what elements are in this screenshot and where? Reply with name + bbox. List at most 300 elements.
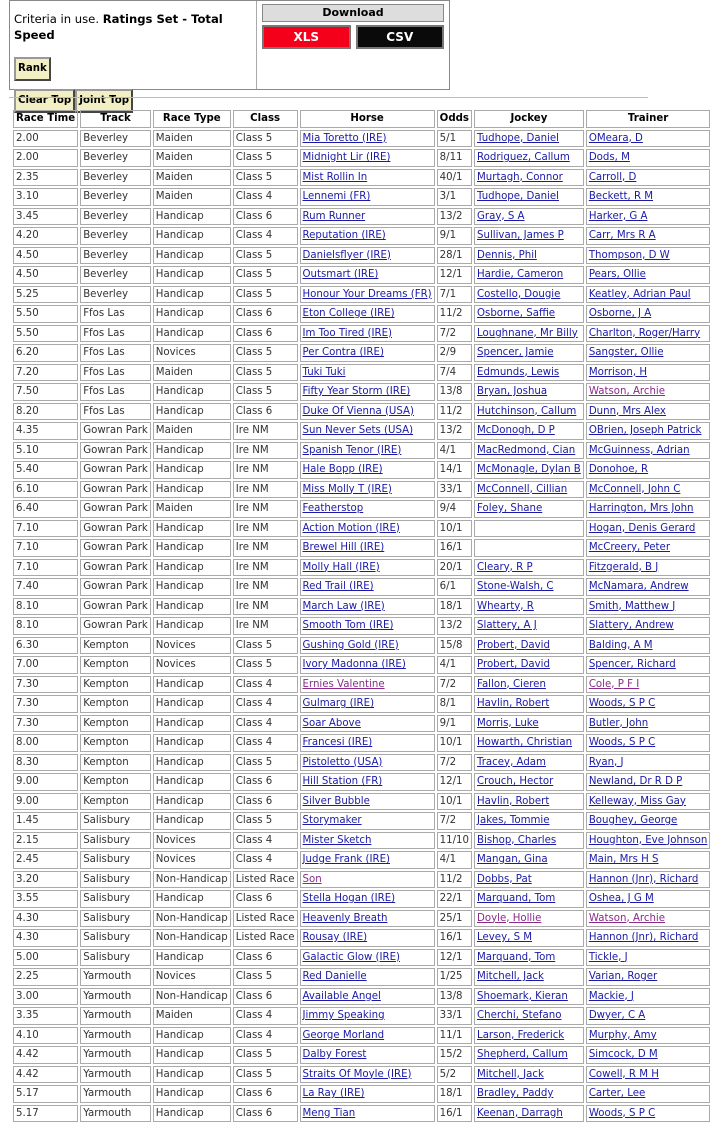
horse-cell <box>300 500 435 518</box>
jockey-link[interactable]: Loughnane, Mr Billy <box>477 327 578 339</box>
race-time-cell: 8.10 <box>13 617 78 635</box>
horse-link[interactable]: Outsmart (IRE) <box>302 269 379 280</box>
jockey-link[interactable]: Gray, S A <box>477 210 525 222</box>
horse-link[interactable]: Duke Of Vienna (USA) <box>302 405 414 417</box>
odds-cell: 5/1 <box>437 130 472 148</box>
horse-link[interactable]: George Morland <box>302 1029 385 1041</box>
criteria-panel <box>9 0 450 106</box>
trainer-cell <box>586 149 711 167</box>
trainer-link[interactable]: Mackie, J <box>588 990 634 1002</box>
jockey-link[interactable]: Morris, Luke <box>477 717 539 729</box>
trainer-link[interactable]: Main, Mrs H S <box>588 854 659 865</box>
jockey-link[interactable]: McDonogh, D P <box>477 425 555 436</box>
table-row <box>13 949 710 967</box>
race-type-cell: Handicap <box>153 1046 231 1064</box>
horse-cell <box>300 227 435 245</box>
trainer-cell <box>586 481 711 499</box>
horse-link[interactable]: Available Angel <box>302 990 381 1002</box>
horse-link[interactable]: Red Trail (IRE) <box>302 581 374 592</box>
table-row <box>13 188 710 206</box>
odds-cell: 10/1 <box>437 793 472 811</box>
xls-download-button[interactable]: XLS <box>262 25 351 49</box>
class-cell: Class 5 <box>233 149 298 167</box>
horse-link[interactable]: Mister Sketch <box>302 834 372 846</box>
horse-link[interactable]: Judge Frank (IRE) <box>302 854 391 865</box>
horse-link[interactable]: Danielsflyer (IRE) <box>302 249 391 261</box>
jockey-link[interactable]: McMonagle, Dylan B <box>477 464 581 475</box>
horse-link[interactable]: Brewel Hill (IRE) <box>302 542 385 553</box>
jockey-link[interactable]: Shoemark, Kieran <box>477 990 568 1002</box>
jockey-link[interactable]: Keenan, Darragh <box>477 1107 563 1119</box>
horse-link[interactable]: March Law (IRE) <box>302 600 385 612</box>
trainer-link[interactable]: Keatley, Adrian Paul <box>588 288 691 300</box>
trainer-link[interactable]: Boughey, George <box>588 815 678 826</box>
horse-link[interactable]: Featherstop <box>302 503 364 514</box>
trainer-link[interactable]: Hannon (Jnr), Richard <box>588 873 699 885</box>
trainer-cell <box>586 988 711 1006</box>
trainer-link[interactable]: Spencer, Richard <box>588 659 676 670</box>
trainer-link[interactable]: Sangster, Ollie <box>588 347 664 358</box>
trainer-link[interactable]: Dods, M <box>588 152 630 163</box>
trainer-link[interactable]: Charlton, Roger/Harry <box>588 327 701 339</box>
race-type-cell: Handicap <box>153 695 231 713</box>
trainer-link[interactable]: Hannon (Jnr), Richard <box>588 932 699 943</box>
download-panel <box>257 1 449 89</box>
trainer-link[interactable]: Ryan, J <box>588 756 624 768</box>
jockey-link[interactable]: Tracey, Adam <box>477 756 546 768</box>
jockey-link[interactable]: Dobbs, Pat <box>477 873 532 885</box>
jockey-cell <box>474 871 584 889</box>
class-cell: Ire NM <box>233 578 298 596</box>
horse-link[interactable]: Smooth Tom (IRE) <box>302 620 394 631</box>
table-body <box>13 130 710 1123</box>
horse-link[interactable]: Miss Molly T (IRE) <box>302 483 392 495</box>
horse-cell <box>300 793 435 811</box>
trainer-cell <box>586 793 711 811</box>
horse-link[interactable]: Heavenly Breath <box>302 912 388 924</box>
track-cell: Beverley <box>80 130 151 148</box>
class-cell: Class 6 <box>233 793 298 811</box>
trainer-cell <box>586 656 711 674</box>
odds-cell: 13/2 <box>437 617 472 635</box>
jockey-link[interactable]: Whearty, R <box>477 600 534 612</box>
odds-cell: 7/2 <box>437 325 472 343</box>
odds-cell: 14/1 <box>437 461 472 479</box>
horse-link[interactable]: Straits Of Moyle (IRE) <box>302 1068 412 1080</box>
trainer-link[interactable]: Osborne, J A <box>588 308 652 319</box>
jockey-link[interactable]: Fallon, Cieren <box>477 678 546 690</box>
jockey-link[interactable]: Tudhope, Daniel <box>477 132 559 144</box>
class-cell: Class 4 <box>233 832 298 850</box>
jockey-link[interactable]: Sullivan, James P <box>477 230 564 241</box>
trainer-link[interactable]: McNamara, Andrew <box>588 581 689 592</box>
trainer-link[interactable]: Balding, A M <box>588 639 653 651</box>
race-type-cell: Handicap <box>153 1105 231 1123</box>
jockey-cell <box>474 1046 584 1064</box>
odds-cell: 10/1 <box>437 520 472 538</box>
trainer-cell <box>586 325 711 343</box>
jockey-link[interactable]: Probert, David <box>477 659 550 670</box>
jockey-link[interactable]: Foley, Shane <box>477 503 543 514</box>
trainer-link[interactable]: Carroll, D <box>588 171 637 183</box>
jockey-link[interactable]: Hardie, Cameron <box>477 269 564 280</box>
trainer-link[interactable]: Watson, Archie <box>588 912 666 924</box>
trainer-cell <box>586 559 711 577</box>
trainer-link[interactable]: Hogan, Denis Gerard <box>588 522 696 534</box>
trainer-cell <box>586 832 711 850</box>
table-row <box>13 481 710 499</box>
horse-link[interactable]: Rousay (IRE) <box>302 932 368 943</box>
odds-cell: 11/2 <box>437 871 472 889</box>
table-row <box>13 539 710 557</box>
jockey-link[interactable]: McConnell, Cillian <box>477 483 568 495</box>
odds-cell: 16/1 <box>437 929 472 947</box>
joint-top-button[interactable]: Joint Top <box>75 89 133 113</box>
jockey-link[interactable]: Bishop, Charles <box>477 834 557 846</box>
race-time-cell: 3.20 <box>13 871 78 889</box>
class-cell: Ire NM <box>233 559 298 577</box>
class-cell: Class 4 <box>233 695 298 713</box>
trainer-link[interactable]: Cowell, R M H <box>588 1068 659 1080</box>
jockey-link[interactable]: Rodriguez, Callum <box>477 152 570 163</box>
jockey-cell <box>474 832 584 850</box>
rank-button[interactable]: Rank <box>14 57 51 81</box>
horse-link[interactable]: Ivory Madonna (IRE) <box>302 659 406 670</box>
jockey-link[interactable]: MacRedmond, Cian <box>477 444 576 456</box>
class-cell: Class 6 <box>233 208 298 226</box>
race-type-cell: Novices <box>153 851 231 869</box>
table-row <box>13 734 710 752</box>
class-cell: Class 5 <box>233 812 298 830</box>
trainer-link[interactable]: Morrison, H <box>588 366 647 378</box>
race-time-cell: 4.30 <box>13 929 78 947</box>
trainer-link[interactable]: Tickle, J <box>588 951 628 963</box>
jockey-cell <box>474 305 584 323</box>
horse-link[interactable]: Action Motion (IRE) <box>302 522 400 534</box>
horse-link[interactable]: Pistoletto (USA) <box>302 756 383 768</box>
horse-link[interactable]: Red Danielle <box>302 971 367 982</box>
horse-link[interactable]: Francesi (IRE) <box>302 737 373 748</box>
class-cell: Ire NM <box>233 539 298 557</box>
odds-cell: 5/2 <box>437 1066 472 1084</box>
jockey-cell <box>474 364 584 382</box>
race-time-cell: 7.30 <box>13 715 78 733</box>
jockey-link[interactable]: Bryan, Joshua <box>477 386 548 397</box>
trainer-cell <box>586 812 711 830</box>
horse-cell <box>300 149 435 167</box>
jockey-link[interactable]: Costello, Dougie <box>477 288 561 300</box>
trainer-link[interactable]: OMeara, D <box>588 132 643 144</box>
jockey-cell <box>474 559 584 577</box>
class-cell: Class 6 <box>233 305 298 323</box>
class-cell: Class 5 <box>233 1066 298 1084</box>
odds-cell: 40/1 <box>437 169 472 187</box>
trainer-link[interactable]: Thompson, D W <box>588 249 670 261</box>
horse-link[interactable]: Im Too Tired (IRE) <box>302 327 393 339</box>
race-type-cell: Maiden <box>153 1007 231 1025</box>
horse-link[interactable]: Hill Station (FR) <box>302 776 383 787</box>
race-time-cell: 7.10 <box>13 520 78 538</box>
jockey-link[interactable]: Havlin, Robert <box>477 795 550 807</box>
trainer-link[interactable]: Woods, S P C <box>588 698 656 709</box>
jockey-link[interactable]: Tudhope, Daniel <box>477 191 559 202</box>
trainer-link[interactable]: Varian, Roger <box>588 971 658 982</box>
track-cell: Salisbury <box>80 890 151 908</box>
race-time-cell: 4.20 <box>13 227 78 245</box>
race-type-cell: Novices <box>153 968 231 986</box>
odds-cell: 13/8 <box>437 988 472 1006</box>
horse-link[interactable]: Reputation (IRE) <box>302 230 386 241</box>
horse-cell <box>300 481 435 499</box>
trainer-cell <box>586 754 711 772</box>
track-cell: Gowran Park <box>80 442 151 460</box>
jockey-link[interactable]: Doyle, Hollie <box>477 912 542 924</box>
trainer-link[interactable]: Beckett, R M <box>588 191 654 202</box>
horse-link[interactable]: Honour Your Dreams (FR) <box>302 288 432 300</box>
race-type-cell: Handicap <box>153 598 231 616</box>
jockey-link[interactable]: Edmunds, Lewis <box>477 366 560 378</box>
jockey-link[interactable]: Osborne, Saffie <box>477 308 556 319</box>
race-time-cell: 8.10 <box>13 598 78 616</box>
trainer-link[interactable]: Dunn, Mrs Alex <box>588 405 666 417</box>
class-cell: Class 5 <box>233 344 298 362</box>
jockey-link[interactable]: Probert, David <box>477 639 550 651</box>
horse-cell <box>300 1085 435 1103</box>
table-row <box>13 910 710 928</box>
table-row <box>13 442 710 460</box>
trainer-link[interactable]: Kelleway, Miss Gay <box>588 795 686 807</box>
trainer-link[interactable]: Watson, Archie <box>588 386 666 397</box>
trainer-link[interactable]: McGuinness, Adrian <box>588 444 690 456</box>
horse-link[interactable]: Jimmy Speaking <box>302 1010 385 1021</box>
jockey-link[interactable]: Shepherd, Callum <box>477 1049 568 1060</box>
horse-link[interactable]: Gulmarg (IRE) <box>302 698 375 709</box>
trainer-cell <box>586 910 711 928</box>
jockey-link[interactable]: Larson, Frederick <box>477 1029 565 1041</box>
race-time-cell: 4.10 <box>13 1027 78 1045</box>
horse-link[interactable]: Son <box>302 873 322 885</box>
race-type-cell: Novices <box>153 344 231 362</box>
horse-link[interactable]: Dalby Forest <box>302 1049 367 1060</box>
table-row <box>13 1105 710 1123</box>
horse-link[interactable]: Molly Hall (IRE) <box>302 561 380 573</box>
class-cell: Class 4 <box>233 1007 298 1025</box>
trainer-link[interactable]: Cole, P F I <box>588 678 640 690</box>
horse-link[interactable]: Sun Never Sets (USA) <box>302 425 414 436</box>
class-cell: Listed Race <box>233 929 298 947</box>
jockey-link[interactable]: Bradley, Paddy <box>477 1088 554 1099</box>
horse-cell <box>300 890 435 908</box>
horse-link[interactable]: Galactic Glow (IRE) <box>302 951 400 963</box>
trainer-link[interactable]: Woods, S P C <box>588 737 656 748</box>
horse-cell <box>300 1027 435 1045</box>
trainer-link[interactable]: Harrington, Mrs John <box>588 503 694 514</box>
jockey-link[interactable]: Levey, S M <box>477 932 533 943</box>
race-time-cell: 5.17 <box>13 1105 78 1123</box>
horse-link[interactable]: Rum Runner <box>302 210 366 222</box>
trainer-link[interactable]: Murphy, Amy <box>588 1029 657 1041</box>
trainer-link[interactable]: Newland, Dr R D P <box>588 776 683 787</box>
track-cell: Beverley <box>80 208 151 226</box>
jockey-cell <box>474 286 584 304</box>
divider <box>9 97 648 98</box>
race-type-cell: Non-Handicap <box>153 910 231 928</box>
horse-link[interactable]: Silver Bubble <box>302 795 370 807</box>
trainer-cell <box>586 227 711 245</box>
trainer-link[interactable]: Woods, S P C <box>588 1107 656 1119</box>
jockey-link[interactable]: Jakes, Tommie <box>477 815 550 826</box>
trainer-link[interactable]: Slattery, Andrew <box>588 620 674 631</box>
jockey-link[interactable]: Marquand, Tom <box>477 893 556 904</box>
trainer-link[interactable]: OBrien, Joseph Patrick <box>588 425 702 436</box>
trainer-cell <box>586 598 711 616</box>
horse-link[interactable]: Gushing Gold (IRE) <box>302 639 399 651</box>
horse-link[interactable]: Soar Above <box>302 717 361 729</box>
track-cell: Kempton <box>80 715 151 733</box>
trainer-link[interactable]: Smith, Matthew J <box>588 600 676 612</box>
class-cell: Ire NM <box>233 422 298 440</box>
track-cell: Beverley <box>80 188 151 206</box>
odds-cell: 15/2 <box>437 1046 472 1064</box>
jockey-link[interactable]: Dennis, Phil <box>477 249 537 261</box>
trainer-cell <box>586 520 711 538</box>
track-cell: Kempton <box>80 695 151 713</box>
odds-cell: 13/2 <box>437 208 472 226</box>
clear-top-button[interactable]: Clear Top <box>14 89 75 113</box>
table-row <box>13 461 710 479</box>
jockey-cell <box>474 793 584 811</box>
horse-link[interactable]: Ernies Valentine <box>302 678 385 690</box>
trainer-link[interactable]: Fitzgerald, B J <box>588 561 659 573</box>
track-cell: Ffos Las <box>80 364 151 382</box>
horse-cell <box>300 442 435 460</box>
trainer-cell <box>586 461 711 479</box>
race-type-cell: Handicap <box>153 520 231 538</box>
jockey-cell <box>474 403 584 421</box>
horse-link[interactable]: Meng Tian <box>302 1107 356 1119</box>
jockey-cell <box>474 208 584 226</box>
jockey-cell <box>474 695 584 713</box>
trainer-link[interactable]: McCreery, Peter <box>588 542 671 553</box>
horse-cell <box>300 910 435 928</box>
jockey-cell <box>474 481 584 499</box>
jockey-link[interactable]: Cherchi, Stefano <box>477 1010 562 1021</box>
trainer-link[interactable]: Carr, Mrs R A <box>588 230 656 241</box>
trainer-cell <box>586 169 711 187</box>
trainer-cell <box>586 1007 711 1025</box>
horse-cell <box>300 461 435 479</box>
class-cell: Class 6 <box>233 773 298 791</box>
column-header-horse: Horse <box>300 110 435 128</box>
table-row <box>13 773 710 791</box>
trainer-cell <box>586 539 711 557</box>
horse-link[interactable]: Fifty Year Storm (IRE) <box>302 386 411 397</box>
track-cell: Yarmouth <box>80 1085 151 1103</box>
horse-link[interactable]: Mist Rollin In <box>302 171 368 183</box>
race-type-cell: Handicap <box>153 949 231 967</box>
jockey-cell <box>474 1066 584 1084</box>
trainer-cell <box>586 305 711 323</box>
jockey-link[interactable]: Mangan, Gina <box>477 854 548 865</box>
jockey-cell <box>474 1027 584 1045</box>
jockey-link[interactable]: Crouch, Hector <box>477 776 554 787</box>
trainer-link[interactable]: Simcock, D M <box>588 1049 658 1060</box>
race-type-cell: Handicap <box>153 1085 231 1103</box>
horse-link[interactable]: Eton College (IRE) <box>302 308 395 319</box>
horse-link[interactable]: Per Contra (IRE) <box>302 347 384 358</box>
horse-link[interactable]: Stella Hogan (IRE) <box>302 893 396 904</box>
race-time-cell: 7.10 <box>13 559 78 577</box>
jockey-link[interactable]: Havlin, Robert <box>477 698 550 709</box>
race-time-cell: 5.40 <box>13 461 78 479</box>
jockey-link[interactable]: Mitchell, Jack <box>477 971 544 982</box>
jockey-link[interactable]: Spencer, Jamie <box>477 347 554 358</box>
horse-cell <box>300 364 435 382</box>
trainer-link[interactable]: Donohoe, R <box>588 464 649 475</box>
race-type-cell: Novices <box>153 832 231 850</box>
jockey-cell <box>474 598 584 616</box>
race-type-cell: Handicap <box>153 286 231 304</box>
race-time-cell: 3.00 <box>13 988 78 1006</box>
jockey-link[interactable]: Mitchell, Jack <box>477 1068 544 1080</box>
odds-cell: 12/1 <box>437 266 472 284</box>
track-cell: Ffos Las <box>80 325 151 343</box>
trainer-link[interactable]: Dwyer, C A <box>588 1010 646 1021</box>
jockey-link[interactable]: Hutchinson, Callum <box>477 405 577 417</box>
horse-link[interactable]: Midnight Lir (IRE) <box>302 152 391 163</box>
trainer-link[interactable]: McConnell, John C <box>588 483 681 495</box>
trainer-link[interactable]: Carter, Lee <box>588 1088 646 1099</box>
race-time-cell: 2.35 <box>13 169 78 187</box>
horse-link[interactable]: Storymaker <box>302 815 362 826</box>
class-cell: Class 4 <box>233 851 298 869</box>
trainer-cell <box>586 130 711 148</box>
horse-link[interactable]: Lennemi (FR) <box>302 191 371 202</box>
horse-link[interactable]: Spanish Tenor (IRE) <box>302 444 402 456</box>
track-cell: Ffos Las <box>80 383 151 401</box>
horse-cell <box>300 286 435 304</box>
class-cell: Listed Race <box>233 871 298 889</box>
jockey-link[interactable]: Stone-Walsh, C <box>477 581 554 592</box>
class-cell: Ire NM <box>233 461 298 479</box>
trainer-link[interactable]: Houghton, Eve Johnson <box>588 834 708 846</box>
jockey-link[interactable]: Slattery, A J <box>477 620 537 631</box>
horse-link[interactable]: Mia Toretto (IRE) <box>302 132 387 144</box>
trainer-link[interactable]: Butler, John <box>588 717 649 729</box>
jockey-link[interactable]: Murtagh, Connor <box>477 171 563 183</box>
table-row <box>13 968 710 986</box>
csv-download-button[interactable]: CSV <box>356 25 445 49</box>
jockey-cell <box>474 1085 584 1103</box>
horse-link[interactable]: Hale Bopp (IRE) <box>302 464 383 475</box>
trainer-link[interactable]: Pears, Ollie <box>588 269 646 280</box>
horse-link[interactable]: Tuki Tuki <box>302 366 346 378</box>
trainer-link[interactable]: Oshea, J G M <box>588 893 654 904</box>
jockey-link[interactable]: Howarth, Christian <box>477 737 573 748</box>
odds-cell: 15/8 <box>437 637 472 655</box>
track-cell: Kempton <box>80 676 151 694</box>
table-row <box>13 559 710 577</box>
trainer-link[interactable]: Harker, G A <box>588 210 648 222</box>
horse-link[interactable]: La Ray (IRE) <box>302 1088 365 1099</box>
trainer-cell <box>586 286 711 304</box>
jockey-link[interactable]: Marquand, Tom <box>477 951 556 963</box>
jockey-link[interactable]: Cleary, R P <box>477 561 533 573</box>
track-cell: Gowran Park <box>80 617 151 635</box>
odds-cell: 22/1 <box>437 890 472 908</box>
class-cell: Class 6 <box>233 403 298 421</box>
jockey-cell <box>474 676 584 694</box>
